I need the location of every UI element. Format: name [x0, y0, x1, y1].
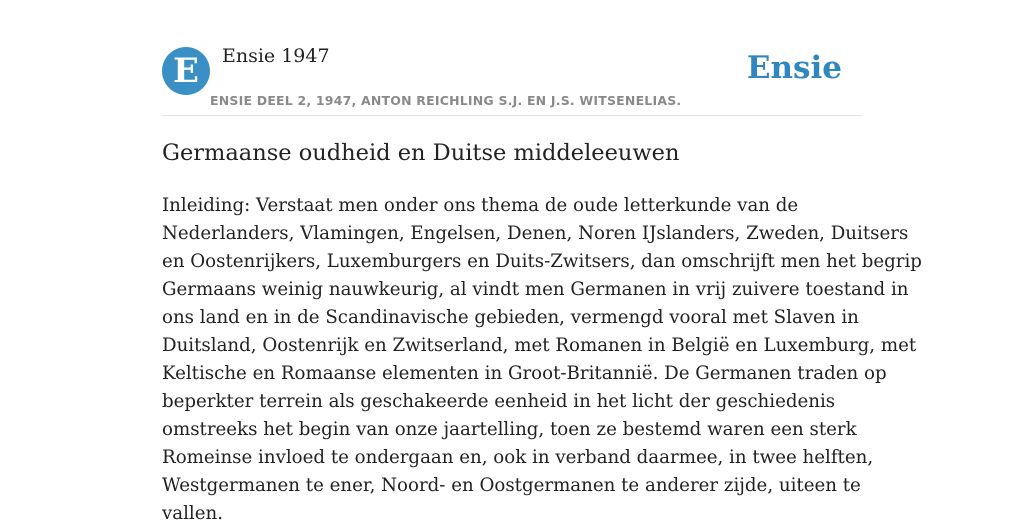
site-title[interactable]: Ensie 1947 [222, 45, 330, 67]
body-line: omstreeks het begin van onze jaartelling, toen ze bestemd waren een sterk [162, 419, 857, 440]
article-title: Germaanse oudheid en Duitse middeleeuwen [162, 140, 680, 166]
article-body [162, 192, 922, 528]
source-subtitle: ENSIE DEEL 2, 1947, ANTON REICHLING S.J. EN J.S. WITSENELIAS. [210, 93, 682, 108]
header [162, 0, 862, 116]
body-line: Keltische en Romaanse elementen in Groot-Britannië. De Germanen traden op [162, 363, 887, 384]
body-line: Inleiding: Verstaat men onder ons thema de oude letterkunde van de [162, 195, 799, 216]
body-line: Nederlanders, Vlamingen, Engelsen, Denen, Noren IJslanders, Zweden, Duitsers [162, 223, 909, 244]
body-line: Romeinse invloed te ondergaan en, ook in verband daarmee, in twee helften, [162, 447, 874, 468]
body-line: Westgermanen te ener, Noord- en Oostgermanen te anderer zijde, uiteen te [162, 475, 861, 496]
body-line: Germaans weinig nauwkeurig, al vindt men Germanen in vrij zuivere toestand in [162, 279, 909, 300]
logo-icon[interactable]: E [162, 47, 210, 95]
body-line: ons land en in de Scandinavische gebieden, vermengd vooral met Slaven in [162, 307, 859, 328]
brand-logo[interactable]: Ensie [746, 50, 842, 86]
body-line: Duitsland, Oostenrijk en Zwitserland, met Romanen in België en Luxemburg, met [162, 335, 917, 356]
body-line: beperkter terrein als geschakeerde eenheid in het licht der geschiedenis [162, 391, 836, 412]
body-line: en Oostenrijkers, Luxemburgers en Duits-Zwitsers, dan omschrijft men het begrip [162, 251, 922, 272]
body-line: vallen. [162, 503, 224, 524]
